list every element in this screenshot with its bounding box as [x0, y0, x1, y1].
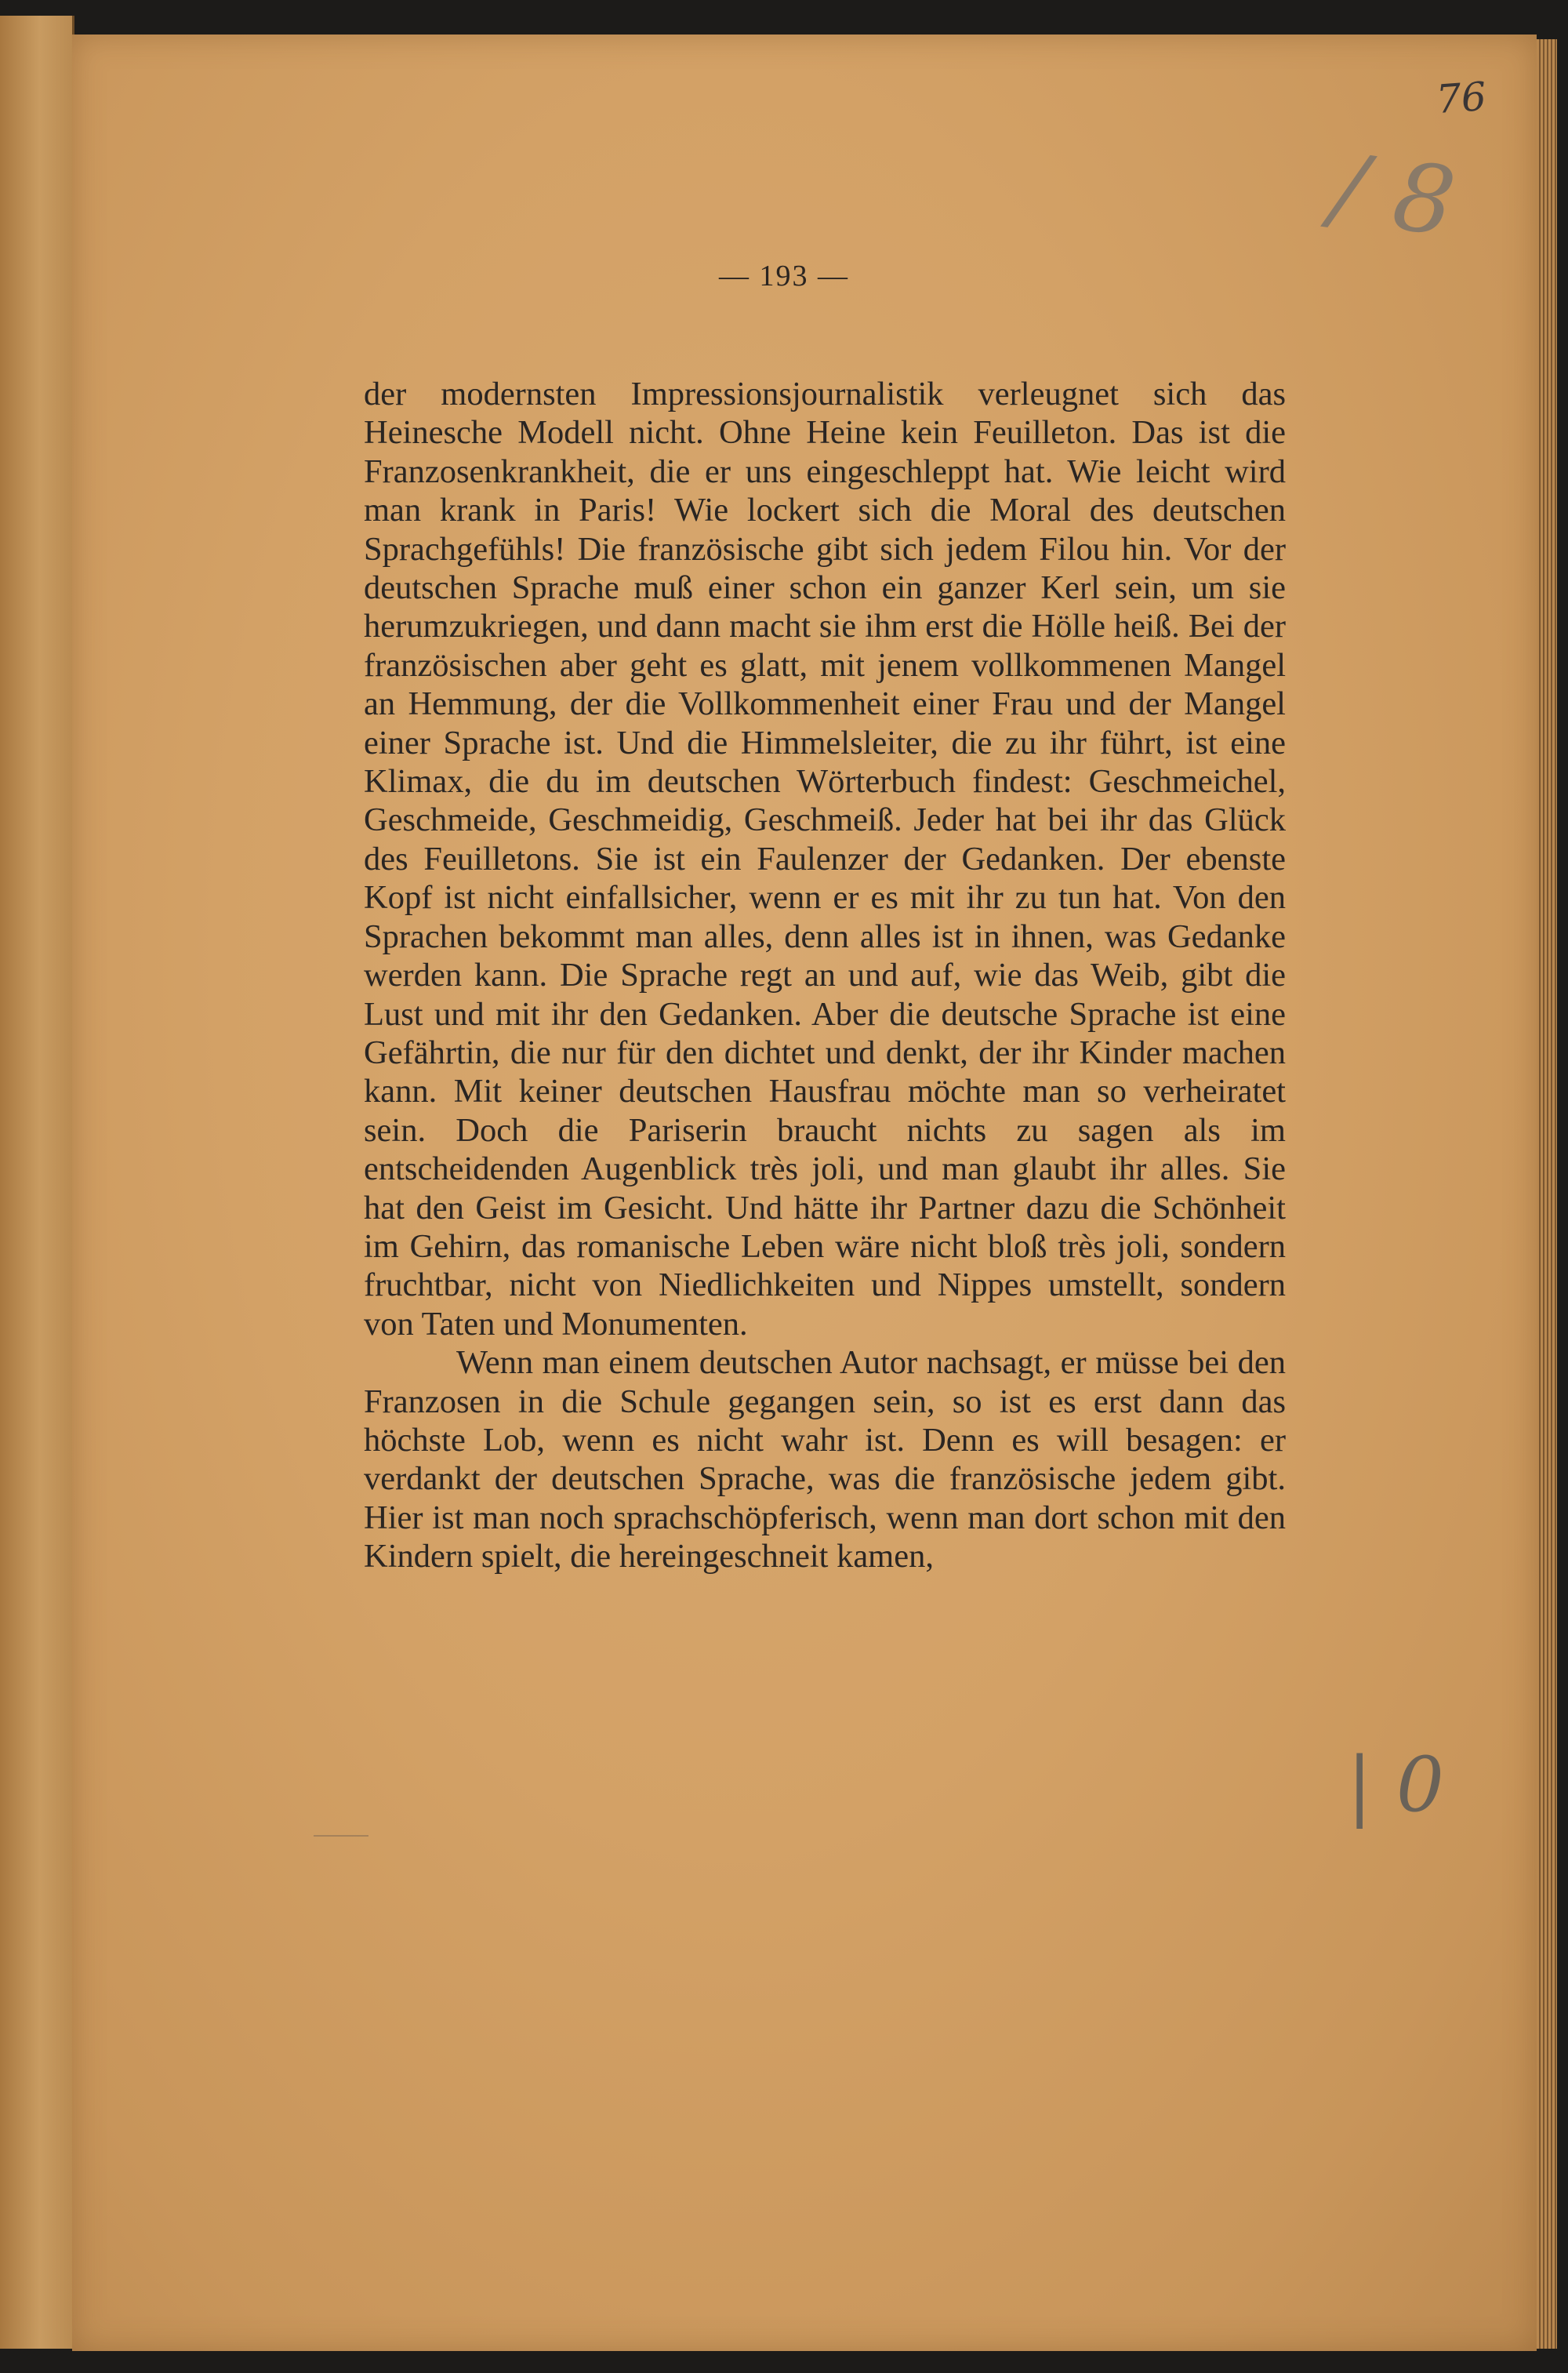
pencil-mark-top: / 8	[1326, 133, 1461, 259]
page-number: — 193 —	[719, 260, 849, 293]
pencil-mark-side: | 0	[1347, 1741, 1444, 1829]
margin-stroke	[314, 1835, 368, 1837]
previous-page-edge	[0, 16, 74, 2349]
paragraph-1: der modernsten Impressionsjournalistik verleugnet sich das Heinesche Modell nicht. Ohne Heine kein Feuilleton. Das ist die Franzosenkrankheit, die er uns eingeschleppt hat. Wie leicht wird man krank in Paris! Wie lockert sich die Moral des deutschen Sprachgefühls! Die französische gibt sich jedem Filou hin. Vor der deutschen Sprache muß einer schon ein ganzer Kerl sein, um sie herumzukriegen, und dann macht sie ihm erst die Hölle heiß. Bei der französischen aber geht es glatt, mit jenem vollkommenen Mangel an Hemmung, der die Vollkommenheit einer Frau und der Mangel einer Sprache ist. Und die Himmelsleiter, die zu ihr führt, ist eine Klimax, die du im deutschen Wörterbuch findest: Geschmeichel, Geschmeide, Geschmeidig, Geschmeiß. Jeder hat bei ihr das Glück des Feuilletons. Sie ist ein Faulenzer der Gedanken. Der ebenste Kopf ist nicht einfallsicher, wenn er es mit ihr zu tun hat. Von den Sprachen bekommt man alles, denn alles ist in ihnen, was Gedanke werden kann. Die Sprache regt an und auf, wie das Weib, gibt die Lust und mit ihr den Gedanken. Aber die deutsche Sprache ist eine Gefährtin, die nur für den dichtet und denkt, der ihr Kinder machen kann. Mit keiner deutschen Hausfrau möchte man so verheiratet sein. Doch die Pariserin braucht nichts zu sagen als im entscheidenden Augenblick très joli, und man glaubt ihr alles. Sie hat den Geist im Gesicht. Und hätte ihr Partner dazu die Schönheit im Gehirn, das romanische Leben wäre nicht bloß très joli, sondern fruchtbar, nicht von Niedlichkeiten und Nippes umstellt, sondern von Taten und Monumenten.	[364, 376, 1286, 1343]
body-text	[364, 375, 1286, 1576]
page-stack-edges	[1537, 39, 1557, 2349]
paragraph-2: Wenn man einem deutschen Autor nachsagt, er müsse bei den Franzosen in die Schule gegangen sein, so ist es erst dann das höchste Lob, wenn es nicht wahr ist. Denn es will besagen: er verdankt der deutschen Sprache, was die französische jedem gibt. Hier ist man noch sprachschöpferisch, wenn man dort schon mit den Kindern spielt, die hereingeschneit kamen,	[364, 1344, 1286, 1575]
handwritten-page-number: 76	[1435, 73, 1488, 123]
